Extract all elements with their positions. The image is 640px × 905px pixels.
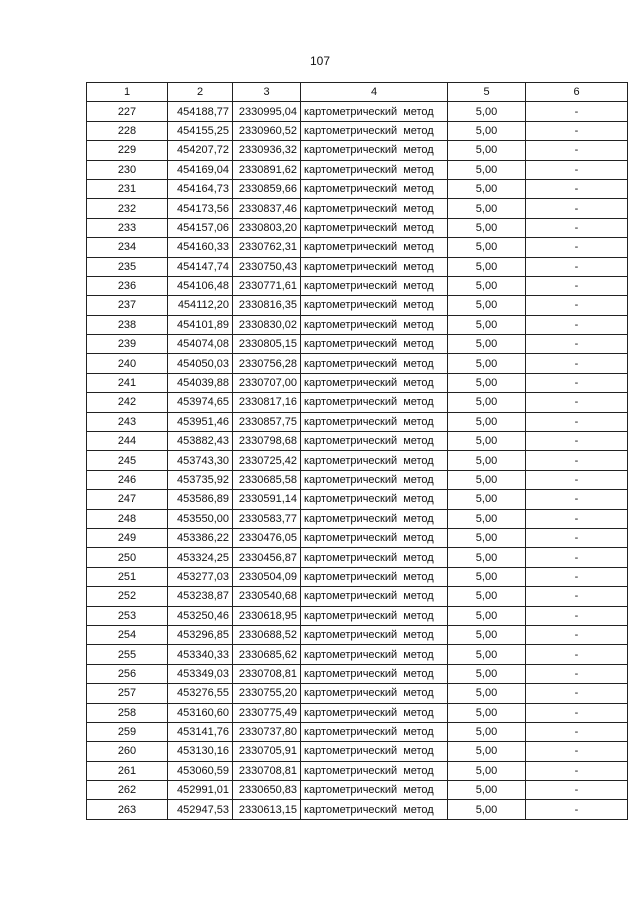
point-number-cell: 233 [87, 218, 168, 237]
y-coordinate-cell: 2330837,46 [233, 199, 301, 218]
y-coordinate-cell: 2330936,32 [233, 141, 301, 160]
note-cell: - [526, 490, 628, 509]
table-body [87, 102, 628, 819]
x-coordinate-cell: 453060,59 [168, 761, 233, 780]
x-coordinate-cell: 452947,53 [168, 800, 233, 819]
table-row [87, 703, 628, 722]
y-coordinate-cell: 2330817,16 [233, 393, 301, 412]
table-row [87, 606, 628, 625]
table-row [87, 509, 628, 528]
y-coordinate-cell: 2330857,75 [233, 412, 301, 431]
accuracy-cell: 5,00 [448, 218, 526, 237]
method-cell: картометрический метод [301, 567, 448, 586]
method-cell: картометрический метод [301, 141, 448, 160]
note-cell: - [526, 160, 628, 179]
header-cell-6: 6 [526, 83, 628, 102]
table-row [87, 567, 628, 586]
y-coordinate-cell: 2330816,35 [233, 296, 301, 315]
table-row [87, 393, 628, 412]
y-coordinate-cell: 2330685,58 [233, 470, 301, 489]
point-number-cell: 247 [87, 490, 168, 509]
accuracy-cell: 5,00 [448, 781, 526, 800]
x-coordinate-cell: 453250,46 [168, 606, 233, 625]
table-row [87, 781, 628, 800]
y-coordinate-cell: 2330540,68 [233, 587, 301, 606]
note-cell: - [526, 606, 628, 625]
accuracy-cell: 5,00 [448, 528, 526, 547]
accuracy-cell: 5,00 [448, 432, 526, 451]
x-coordinate-cell: 453735,92 [168, 470, 233, 489]
x-coordinate-cell: 453882,43 [168, 432, 233, 451]
x-coordinate-cell: 453349,03 [168, 664, 233, 683]
point-number-cell: 232 [87, 199, 168, 218]
x-coordinate-cell: 453586,89 [168, 490, 233, 509]
x-coordinate-cell: 452991,01 [168, 781, 233, 800]
table-row [87, 664, 628, 683]
point-number-cell: 240 [87, 354, 168, 373]
method-cell: картометрический метод [301, 528, 448, 547]
accuracy-cell: 5,00 [448, 257, 526, 276]
accuracy-cell: 5,00 [448, 567, 526, 586]
method-cell: картометрический метод [301, 742, 448, 761]
method-cell: картометрический метод [301, 800, 448, 819]
y-coordinate-cell: 2330613,15 [233, 800, 301, 819]
note-cell: - [526, 393, 628, 412]
point-number-cell: 235 [87, 257, 168, 276]
point-number-cell: 260 [87, 742, 168, 761]
accuracy-cell: 5,00 [448, 141, 526, 160]
point-number-cell: 243 [87, 412, 168, 431]
accuracy-cell: 5,00 [448, 625, 526, 644]
accuracy-cell: 5,00 [448, 199, 526, 218]
y-coordinate-cell: 2330771,61 [233, 276, 301, 295]
note-cell: - [526, 179, 628, 198]
accuracy-cell: 5,00 [448, 276, 526, 295]
note-cell: - [526, 373, 628, 392]
table-row [87, 625, 628, 644]
method-cell: картометрический метод [301, 548, 448, 567]
x-coordinate-cell: 454101,89 [168, 315, 233, 334]
point-number-cell: 249 [87, 528, 168, 547]
accuracy-cell: 5,00 [448, 393, 526, 412]
method-cell: картометрический метод [301, 606, 448, 625]
x-coordinate-cell: 454039,88 [168, 373, 233, 392]
accuracy-cell: 5,00 [448, 645, 526, 664]
method-cell: картометрический метод [301, 296, 448, 315]
method-cell: картометрический метод [301, 470, 448, 489]
method-cell: картометрический метод [301, 587, 448, 606]
y-coordinate-cell: 2330830,02 [233, 315, 301, 334]
y-coordinate-cell: 2330708,81 [233, 761, 301, 780]
table-row [87, 141, 628, 160]
header-row [87, 83, 628, 102]
x-coordinate-cell: 453238,87 [168, 587, 233, 606]
method-cell: картометрический метод [301, 276, 448, 295]
method-cell: картометрический метод [301, 761, 448, 780]
table-row [87, 587, 628, 606]
point-number-cell: 251 [87, 567, 168, 586]
accuracy-cell: 5,00 [448, 102, 526, 121]
accuracy-cell: 5,00 [448, 684, 526, 703]
point-number-cell: 231 [87, 179, 168, 198]
method-cell: картометрический метод [301, 335, 448, 354]
accuracy-cell: 5,00 [448, 703, 526, 722]
note-cell: - [526, 296, 628, 315]
accuracy-cell: 5,00 [448, 587, 526, 606]
accuracy-cell: 5,00 [448, 800, 526, 819]
y-coordinate-cell: 2330750,43 [233, 257, 301, 276]
x-coordinate-cell: 453340,33 [168, 645, 233, 664]
method-cell: картометрический метод [301, 703, 448, 722]
table-row [87, 373, 628, 392]
y-coordinate-cell: 2330891,62 [233, 160, 301, 179]
note-cell: - [526, 800, 628, 819]
x-coordinate-cell: 453743,30 [168, 451, 233, 470]
x-coordinate-cell: 453276,55 [168, 684, 233, 703]
note-cell: - [526, 625, 628, 644]
table-row [87, 335, 628, 354]
point-number-cell: 227 [87, 102, 168, 121]
method-cell: картометрический метод [301, 722, 448, 741]
accuracy-cell: 5,00 [448, 315, 526, 334]
point-number-cell: 261 [87, 761, 168, 780]
accuracy-cell: 5,00 [448, 742, 526, 761]
page-number: 107 [309, 54, 331, 68]
note-cell: - [526, 664, 628, 683]
note-cell: - [526, 218, 628, 237]
note-cell: - [526, 761, 628, 780]
y-coordinate-cell: 2330504,09 [233, 567, 301, 586]
x-coordinate-cell: 453550,00 [168, 509, 233, 528]
header-cell-1: 1 [87, 83, 168, 102]
method-cell: картометрический метод [301, 218, 448, 237]
accuracy-cell: 5,00 [448, 451, 526, 470]
note-cell: - [526, 703, 628, 722]
accuracy-cell: 5,00 [448, 238, 526, 257]
x-coordinate-cell: 454164,73 [168, 179, 233, 198]
method-cell: картометрический метод [301, 160, 448, 179]
note-cell: - [526, 238, 628, 257]
header-cell-2: 2 [168, 83, 233, 102]
point-number-cell: 255 [87, 645, 168, 664]
note-cell: - [526, 412, 628, 431]
x-coordinate-cell: 454188,77 [168, 102, 233, 121]
table-row [87, 160, 628, 179]
y-coordinate-cell: 2330456,87 [233, 548, 301, 567]
y-coordinate-cell: 2330618,95 [233, 606, 301, 625]
y-coordinate-cell: 2330476,05 [233, 528, 301, 547]
note-cell: - [526, 257, 628, 276]
note-cell: - [526, 451, 628, 470]
accuracy-cell: 5,00 [448, 509, 526, 528]
note-cell: - [526, 781, 628, 800]
table-row [87, 199, 628, 218]
note-cell: - [526, 684, 628, 703]
table-row [87, 528, 628, 547]
point-number-cell: 250 [87, 548, 168, 567]
x-coordinate-cell: 454074,08 [168, 335, 233, 354]
y-coordinate-cell: 2330755,20 [233, 684, 301, 703]
table-row [87, 761, 628, 780]
method-cell: картометрический метод [301, 102, 448, 121]
note-cell: - [526, 470, 628, 489]
note-cell: - [526, 528, 628, 547]
table-row [87, 722, 628, 741]
header-cell-3: 3 [233, 83, 301, 102]
note-cell: - [526, 742, 628, 761]
point-number-cell: 252 [87, 587, 168, 606]
point-number-cell: 241 [87, 373, 168, 392]
method-cell: картометрический метод [301, 199, 448, 218]
point-number-cell: 236 [87, 276, 168, 295]
table-row [87, 548, 628, 567]
y-coordinate-cell: 2330775,49 [233, 703, 301, 722]
point-number-cell: 256 [87, 664, 168, 683]
point-number-cell: 263 [87, 800, 168, 819]
x-coordinate-cell: 454147,74 [168, 257, 233, 276]
note-cell: - [526, 354, 628, 373]
y-coordinate-cell: 2330995,04 [233, 102, 301, 121]
point-number-cell: 246 [87, 470, 168, 489]
table-row [87, 451, 628, 470]
method-cell: картометрический метод [301, 684, 448, 703]
note-cell: - [526, 722, 628, 741]
accuracy-cell: 5,00 [448, 354, 526, 373]
x-coordinate-cell: 453160,60 [168, 703, 233, 722]
table-row [87, 645, 628, 664]
note-cell: - [526, 645, 628, 664]
point-number-cell: 229 [87, 141, 168, 160]
y-coordinate-cell: 2330798,68 [233, 432, 301, 451]
y-coordinate-cell: 2330591,14 [233, 490, 301, 509]
method-cell: картометрический метод [301, 238, 448, 257]
method-cell: картометрический метод [301, 373, 448, 392]
y-coordinate-cell: 2330803,20 [233, 218, 301, 237]
note-cell: - [526, 276, 628, 295]
x-coordinate-cell: 454207,72 [168, 141, 233, 160]
accuracy-cell: 5,00 [448, 335, 526, 354]
note-cell: - [526, 587, 628, 606]
y-coordinate-cell: 2330737,80 [233, 722, 301, 741]
point-number-cell: 244 [87, 432, 168, 451]
table-row [87, 121, 628, 140]
table-row [87, 742, 628, 761]
accuracy-cell: 5,00 [448, 722, 526, 741]
header-cell-5: 5 [448, 83, 526, 102]
x-coordinate-cell: 454155,25 [168, 121, 233, 140]
y-coordinate-cell: 2330725,42 [233, 451, 301, 470]
y-coordinate-cell: 2330960,52 [233, 121, 301, 140]
point-number-cell: 238 [87, 315, 168, 334]
method-cell: картометрический метод [301, 354, 448, 373]
x-coordinate-cell: 454157,06 [168, 218, 233, 237]
point-number-cell: 258 [87, 703, 168, 722]
method-cell: картометрический метод [301, 257, 448, 276]
y-coordinate-cell: 2330583,77 [233, 509, 301, 528]
x-coordinate-cell: 454112,20 [168, 296, 233, 315]
method-cell: картометрический метод [301, 490, 448, 509]
method-cell: картометрический метод [301, 451, 448, 470]
x-coordinate-cell: 453141,76 [168, 722, 233, 741]
accuracy-cell: 5,00 [448, 373, 526, 392]
point-number-cell: 259 [87, 722, 168, 741]
table-header [87, 83, 628, 102]
x-coordinate-cell: 453386,22 [168, 528, 233, 547]
method-cell: картометрический метод [301, 393, 448, 412]
accuracy-cell: 5,00 [448, 160, 526, 179]
accuracy-cell: 5,00 [448, 761, 526, 780]
method-cell: картометрический метод [301, 412, 448, 431]
x-coordinate-cell: 454160,33 [168, 238, 233, 257]
note-cell: - [526, 567, 628, 586]
y-coordinate-cell: 2330805,15 [233, 335, 301, 354]
method-cell: картометрический метод [301, 645, 448, 664]
table-row [87, 179, 628, 198]
x-coordinate-cell: 454169,04 [168, 160, 233, 179]
table-row [87, 102, 628, 121]
point-number-cell: 234 [87, 238, 168, 257]
note-cell: - [526, 432, 628, 451]
table-row [87, 470, 628, 489]
x-coordinate-cell: 454106,48 [168, 276, 233, 295]
table-row [87, 276, 628, 295]
x-coordinate-cell: 453951,46 [168, 412, 233, 431]
method-cell: картометрический метод [301, 315, 448, 334]
point-number-cell: 248 [87, 509, 168, 528]
table-row [87, 684, 628, 703]
y-coordinate-cell: 2330650,83 [233, 781, 301, 800]
accuracy-cell: 5,00 [448, 606, 526, 625]
x-coordinate-cell: 453130,16 [168, 742, 233, 761]
note-cell: - [526, 102, 628, 121]
method-cell: картометрический метод [301, 664, 448, 683]
accuracy-cell: 5,00 [448, 548, 526, 567]
y-coordinate-cell: 2330707,00 [233, 373, 301, 392]
table-row [87, 354, 628, 373]
y-coordinate-cell: 2330708,81 [233, 664, 301, 683]
x-coordinate-cell: 453277,03 [168, 567, 233, 586]
table-row [87, 432, 628, 451]
table-row [87, 490, 628, 509]
x-coordinate-cell: 454050,03 [168, 354, 233, 373]
accuracy-cell: 5,00 [448, 490, 526, 509]
table-row [87, 296, 628, 315]
y-coordinate-cell: 2330705,91 [233, 742, 301, 761]
method-cell: картометрический метод [301, 121, 448, 140]
note-cell: - [526, 509, 628, 528]
x-coordinate-cell: 453296,85 [168, 625, 233, 644]
point-number-cell: 230 [87, 160, 168, 179]
table-row [87, 412, 628, 431]
method-cell: картометрический метод [301, 432, 448, 451]
note-cell: - [526, 548, 628, 567]
point-number-cell: 239 [87, 335, 168, 354]
accuracy-cell: 5,00 [448, 121, 526, 140]
point-number-cell: 262 [87, 781, 168, 800]
accuracy-cell: 5,00 [448, 412, 526, 431]
y-coordinate-cell: 2330685,62 [233, 645, 301, 664]
note-cell: - [526, 121, 628, 140]
table-row [87, 257, 628, 276]
point-number-cell: 245 [87, 451, 168, 470]
table-row [87, 218, 628, 237]
note-cell: - [526, 335, 628, 354]
note-cell: - [526, 315, 628, 334]
y-coordinate-cell: 2330762,31 [233, 238, 301, 257]
accuracy-cell: 5,00 [448, 664, 526, 683]
table-row [87, 315, 628, 334]
x-coordinate-cell: 454173,56 [168, 199, 233, 218]
table-row [87, 238, 628, 257]
accuracy-cell: 5,00 [448, 296, 526, 315]
method-cell: картометрический метод [301, 625, 448, 644]
note-cell: - [526, 141, 628, 160]
accuracy-cell: 5,00 [448, 179, 526, 198]
point-number-cell: 253 [87, 606, 168, 625]
coordinates-table [86, 82, 628, 820]
point-number-cell: 237 [87, 296, 168, 315]
y-coordinate-cell: 2330688,52 [233, 625, 301, 644]
x-coordinate-cell: 453974,65 [168, 393, 233, 412]
note-cell: - [526, 199, 628, 218]
method-cell: картометрический метод [301, 509, 448, 528]
y-coordinate-cell: 2330859,66 [233, 179, 301, 198]
accuracy-cell: 5,00 [448, 470, 526, 489]
point-number-cell: 228 [87, 121, 168, 140]
point-number-cell: 254 [87, 625, 168, 644]
x-coordinate-cell: 453324,25 [168, 548, 233, 567]
method-cell: картометрический метод [301, 781, 448, 800]
point-number-cell: 257 [87, 684, 168, 703]
point-number-cell: 242 [87, 393, 168, 412]
header-cell-4: 4 [301, 83, 448, 102]
table-row [87, 800, 628, 819]
y-coordinate-cell: 2330756,28 [233, 354, 301, 373]
method-cell: картометрический метод [301, 179, 448, 198]
